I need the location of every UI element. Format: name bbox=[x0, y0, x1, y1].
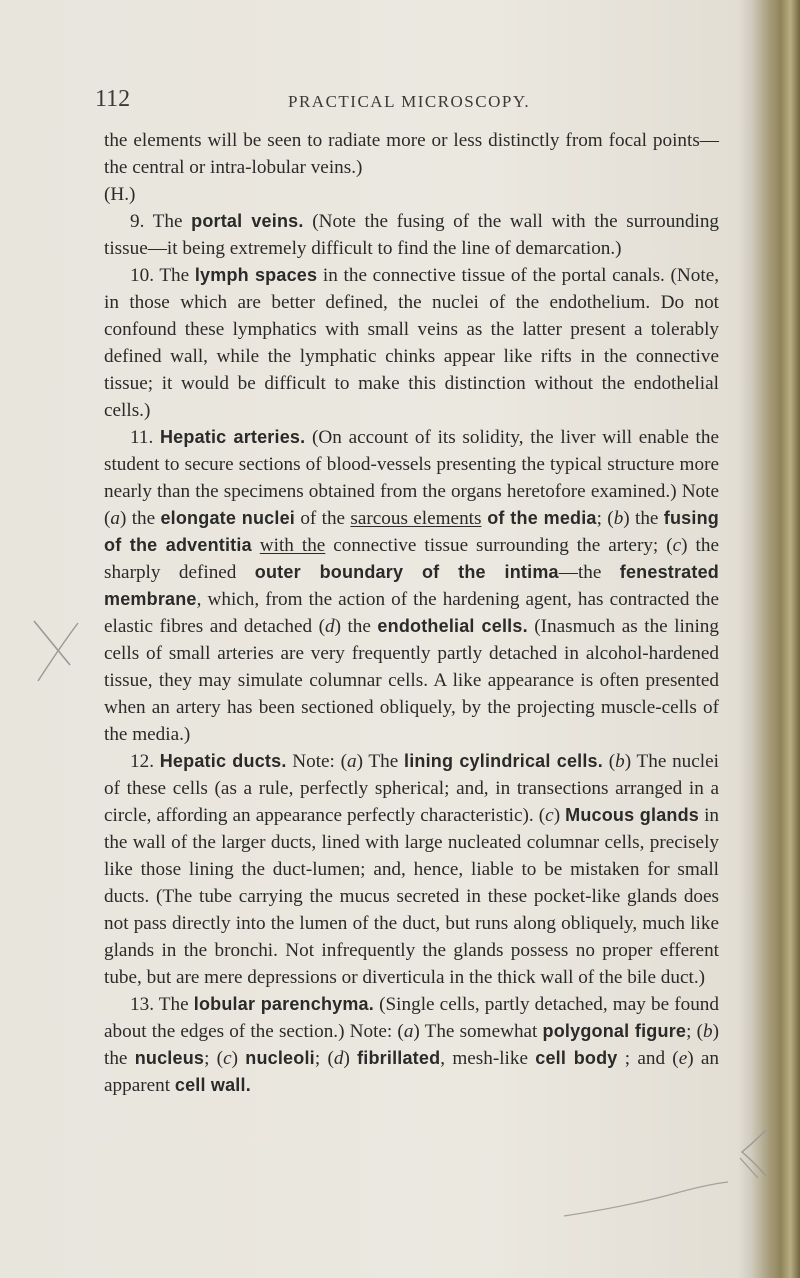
running-head: PRACTICAL MICROSCOPY. bbox=[288, 92, 531, 111]
text-run: ) The somewhat bbox=[413, 1021, 543, 1042]
text-run: ) bbox=[553, 805, 566, 826]
text-run: ) The bbox=[356, 751, 404, 772]
text-run: ; ( bbox=[596, 508, 614, 529]
text-run: —the bbox=[558, 562, 620, 583]
item-letter: c bbox=[672, 535, 682, 556]
text-run: 12. bbox=[130, 751, 160, 772]
text-run: the elements will be seen to radiate more or less distinctly from focal points—the central or intra-lobular veins.) bbox=[104, 130, 719, 178]
term-fenestrated-membrane: fenestrated membrane bbox=[104, 562, 719, 609]
term-nucleoli: nucleoli bbox=[245, 1048, 315, 1068]
text-run: (Note the fusing of the wall with the surrounding tissue—it being extremely difficult to find the line of demarcation.) bbox=[104, 211, 720, 259]
paragraph-11 bbox=[104, 424, 719, 748]
text-run: ) an apparent bbox=[104, 1048, 719, 1096]
term-of-the-media: of the media bbox=[481, 508, 597, 528]
item-letter: c bbox=[545, 805, 554, 826]
text-run: connective tissue surrounding the artery; ( bbox=[325, 535, 673, 556]
paragraph-10 bbox=[104, 262, 719, 424]
text-run: ) the bbox=[104, 1021, 719, 1069]
term-lymph-spaces: lymph spaces bbox=[194, 265, 318, 285]
term-lobular-parenchyma: lobular parenchyma. bbox=[193, 994, 374, 1014]
text-run: (On account of its solidity, the liver will enable the student to secure sections of blood-vessels presenting the typical structure more nearly than the specimens obtained from the organs heretofore examined.) Note ( bbox=[104, 427, 719, 529]
page-number: 112 bbox=[95, 86, 131, 112]
term-polygonal-figure: polygonal figure bbox=[542, 1021, 687, 1041]
text-run: 13. The bbox=[130, 994, 194, 1015]
text-run: ) the sharply defined bbox=[104, 535, 719, 583]
term-fusing-of-adventitia: fusing of the adventitia bbox=[104, 508, 719, 555]
term-outer-boundary-intima: outer boundary of the intima bbox=[254, 562, 559, 582]
text-run: ) the bbox=[119, 508, 161, 529]
term-cell-body: cell body bbox=[535, 1048, 618, 1068]
text-run: Note: ( bbox=[286, 751, 348, 772]
text-run: 10. The bbox=[130, 265, 195, 286]
text-run: 9. The bbox=[130, 211, 192, 232]
text-run: ; ( bbox=[686, 1021, 703, 1042]
text-run: , mesh-like bbox=[440, 1048, 536, 1069]
text-run bbox=[252, 535, 260, 556]
term-lining-cylindrical-cells: lining cylindrical cells. bbox=[404, 751, 603, 771]
text-run: ) the bbox=[334, 616, 378, 637]
page-header bbox=[95, 86, 695, 116]
gutter-shadow bbox=[738, 0, 752, 1278]
pencil-margin-mark bbox=[736, 1128, 770, 1180]
item-letter: a bbox=[347, 751, 357, 772]
item-letter: c bbox=[223, 1048, 232, 1069]
paragraph-9 bbox=[104, 208, 719, 262]
item-letter: e bbox=[678, 1048, 688, 1069]
text-run: ; and ( bbox=[617, 1048, 679, 1069]
book-binding-edge bbox=[752, 0, 800, 1278]
text-run: in the connective tissue of the portal canals. (Note, in those which are better defined, the nuclei of the endothelium. Do not confound these lymphatics with small veins as the latter present a tolerably defined wall, while the lymphatic chinks appear like rifts in the connective tissue; it would be difficult to make this distinction without the endothelial cells.) bbox=[104, 265, 720, 421]
term-nucleus: nucleus bbox=[134, 1048, 205, 1068]
paragraph-13 bbox=[104, 991, 719, 1099]
item-letter: b bbox=[702, 1021, 713, 1042]
item-letter: a bbox=[110, 508, 120, 529]
section-h-label: (H.) bbox=[104, 184, 136, 205]
body-text bbox=[104, 127, 719, 1099]
item-letter: b bbox=[615, 751, 625, 772]
text-run: 11. bbox=[130, 427, 160, 448]
underlined-text: sarcous elements bbox=[350, 508, 482, 529]
text-run: ( bbox=[602, 751, 616, 772]
underlined-text: with the bbox=[259, 535, 326, 556]
term-endothelial-cells: endothelial cells. bbox=[377, 616, 528, 636]
item-letter: d bbox=[333, 1048, 344, 1069]
term-mucous-glands: Mucous glands bbox=[565, 805, 700, 825]
text-run: , which, from the action of the hardening agent, has contracted the elastic fibres and detached ( bbox=[104, 589, 719, 637]
text-run: ; ( bbox=[204, 1048, 224, 1069]
term-cell-wall: cell wall. bbox=[174, 1075, 251, 1095]
item-letter: b bbox=[613, 508, 624, 529]
paragraph-continuation bbox=[104, 127, 719, 181]
term-portal-veins: portal veins. bbox=[191, 211, 304, 231]
pencil-x-mark bbox=[30, 617, 90, 687]
term-hepatic-ducts: Hepatic ducts. bbox=[159, 751, 287, 771]
text-run: ) The nuclei of these cells (as a rule, perfectly spherical; and, in transections arranged in a circle, affording an appearance perfectly characteristic). ( bbox=[104, 751, 719, 826]
term-elongate-nuclei: elongate nuclei bbox=[160, 508, 296, 528]
text-run: ; ( bbox=[314, 1048, 334, 1069]
term-fibrillated: fibrillated bbox=[357, 1048, 441, 1068]
text-run: (Single cells, partly detached, may be found about the edges of the section.) Note: ( bbox=[104, 994, 719, 1042]
item-letter: a bbox=[403, 1021, 414, 1042]
section-marker bbox=[104, 181, 719, 208]
text-run: of the bbox=[295, 508, 351, 529]
pencil-underline-curve bbox=[560, 1180, 730, 1220]
text-run: (Inasmuch as the lining cells of small arteries are very frequently partly detached in alcohol-hardened tissue, they may simulate columnar cells. A like appearance is often presented when an artery has been sectioned obliquely, by the projecting muscle-cells of the media.) bbox=[104, 616, 719, 745]
text-run: in the wall of the larger ducts, lined with large nucleated columnar cells, precisely like those lining the duct-lumen; and, hence, liable to be mistaken for small ducts. (The tube carrying the mucus secreted in these pocket-like glands does not pass directly into the lumen of the duct, but runs along obliquely, much like glands in the bronchi. Not infrequently the glands possess no proper efferent tube, but are mere depressions or diverticula in the thick wall of the bile duct.) bbox=[104, 805, 719, 988]
paragraph-12 bbox=[104, 748, 719, 991]
item-letter: d bbox=[324, 616, 335, 637]
text-run: ) the bbox=[623, 508, 664, 529]
text-run: ) bbox=[343, 1048, 358, 1069]
term-hepatic-arteries: Hepatic arteries. bbox=[159, 427, 306, 447]
text-run: ) bbox=[231, 1048, 246, 1069]
